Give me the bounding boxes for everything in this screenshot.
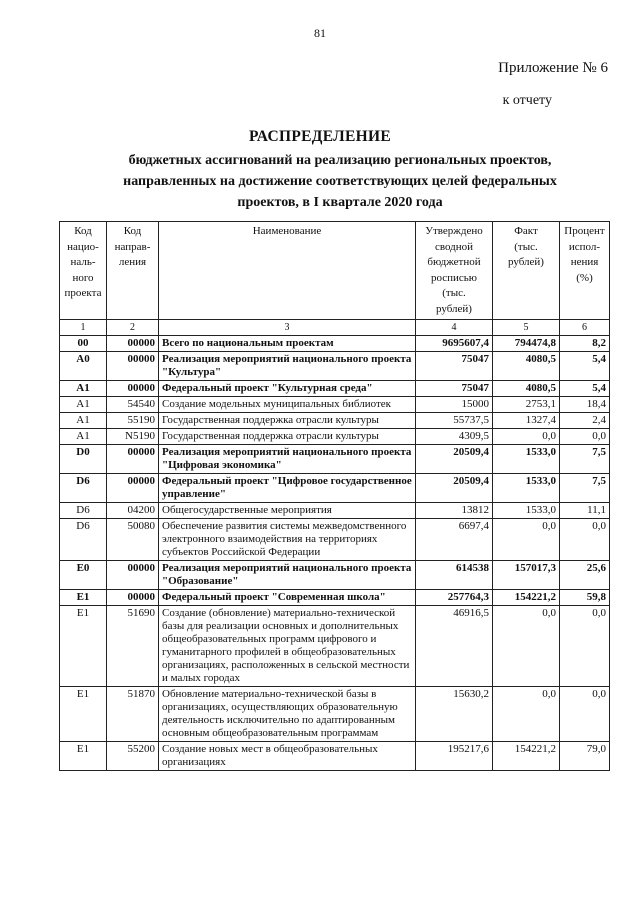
header-line: (%) [576, 271, 593, 284]
cell-fact: 1533,0 [493, 445, 560, 474]
cell-name: Реализация мероприятий национального проекта "Культура" [159, 352, 416, 381]
cell-name: Всего по национальным проектам [159, 336, 416, 352]
header-line: (тыс. [514, 240, 538, 253]
cell-approved: 75047 [416, 352, 493, 381]
cell-project-code: D6 [60, 503, 107, 519]
header-line: ления [118, 256, 147, 268]
cell-approved: 15000 [416, 397, 493, 413]
subtitle-line: проектов, в I квартале 2020 года [237, 195, 443, 210]
cell-name: Создание модельных муниципальных библиотек [159, 397, 416, 413]
header-line: росписью [430, 271, 478, 284]
header-direction-code [107, 222, 159, 320]
cell-name: Государственная поддержка отрасли культуры [159, 429, 416, 445]
cell-fact: 794474,8 [493, 336, 560, 352]
cell-approved: 614538 [416, 561, 493, 590]
cell-name: Создание (обновление) материально-технической базы для реализации основных и дополнительных общеобразовательных программ цифрового и гуманитарного профилей в общеобразовательных организациях, расположенных в сельской местности и малых городах [159, 606, 416, 687]
cell-name: Обеспечение развития системы межведомственного электронного взаимодействия на территориях субъектов Российской Федерации [159, 519, 416, 561]
page-number: 81 [314, 26, 326, 40]
header-line: направ- [114, 240, 151, 253]
cell-percent: 5,4 [560, 352, 610, 381]
cell-fact: 4080,5 [493, 352, 560, 381]
cell-name: Реализация мероприятий национального проекта "Цифровая экономика" [159, 445, 416, 474]
cell-name: Общегосударственные мероприятия [159, 503, 416, 519]
header-line: наль- [70, 256, 96, 268]
cell-name: Федеральный проект "Цифровое государственное управление" [159, 474, 416, 503]
cell-direction-code: 51870 [107, 687, 159, 742]
document-subtitle [100, 150, 580, 213]
table-body [60, 336, 610, 771]
column-number: 6 [560, 320, 610, 336]
header-line: ного [72, 271, 94, 284]
cell-approved: 13812 [416, 503, 493, 519]
table-header-row [60, 222, 610, 320]
cell-percent: 0,0 [560, 519, 610, 561]
cell-project-code: А1 [60, 413, 107, 429]
header-line: испол- [568, 240, 601, 253]
cell-direction-code: 54540 [107, 397, 159, 413]
column-number: 4 [416, 320, 493, 336]
cell-direction-code: 00000 [107, 445, 159, 474]
cell-approved: 20509,4 [416, 445, 493, 474]
table-row [60, 606, 610, 687]
cell-project-code: 00 [60, 336, 107, 352]
cell-approved: 75047 [416, 381, 493, 397]
appendix-label: Приложение № 6 [498, 60, 608, 76]
cell-project-code: Е1 [60, 590, 107, 606]
cell-direction-code: 51690 [107, 606, 159, 687]
cell-project-code: А1 [60, 397, 107, 413]
cell-direction-code: 50080 [107, 519, 159, 561]
cell-fact: 4080,5 [493, 381, 560, 397]
table-row [60, 474, 610, 503]
cell-name: Федеральный проект "Современная школа" [159, 590, 416, 606]
cell-direction-code: 00000 [107, 590, 159, 606]
header-national-project-code [60, 222, 107, 320]
cell-name: Федеральный проект "Культурная среда" [159, 381, 416, 397]
cell-name: Создание новых мест в общеобразовательных организациях [159, 742, 416, 771]
cell-direction-code: 00000 [107, 336, 159, 352]
table-row [60, 742, 610, 771]
cell-direction-code: 00000 [107, 474, 159, 503]
cell-percent: 11,1 [560, 503, 610, 519]
cell-approved: 46916,5 [416, 606, 493, 687]
header-name [159, 222, 416, 320]
cell-percent: 18,4 [560, 397, 610, 413]
header-line: бюджетной [427, 256, 481, 268]
cell-approved: 4309,5 [416, 429, 493, 445]
table-row [60, 687, 610, 742]
table-row [60, 381, 610, 397]
column-number-row [60, 320, 610, 336]
cell-fact: 157017,3 [493, 561, 560, 590]
cell-fact: 1533,0 [493, 474, 560, 503]
budget-allocation-table [59, 221, 610, 771]
table-row [60, 561, 610, 590]
header-line: сводной [434, 240, 474, 253]
cell-direction-code: N5190 [107, 429, 159, 445]
cell-fact: 0,0 [493, 687, 560, 742]
cell-percent: 5,4 [560, 381, 610, 397]
header-fact [493, 222, 560, 320]
cell-project-code: D6 [60, 474, 107, 503]
cell-fact: 1327,4 [493, 413, 560, 429]
header-line: Код [74, 225, 92, 237]
cell-project-code: А1 [60, 429, 107, 445]
cell-percent: 2,4 [560, 413, 610, 429]
cell-direction-code: 00000 [107, 561, 159, 590]
cell-percent: 7,5 [560, 474, 610, 503]
cell-fact: 2753,1 [493, 397, 560, 413]
cell-name: Обновление материально-технической базы в организациях, осуществляющих образовательную деятельность исключительно по адаптированным основным общеобразовательным программам [159, 687, 416, 742]
table-row [60, 503, 610, 519]
cell-fact: 0,0 [493, 519, 560, 561]
cell-approved: 195217,6 [416, 742, 493, 771]
cell-name: Реализация мероприятий национального проекта "Образование" [159, 561, 416, 590]
table-row [60, 352, 610, 381]
cell-direction-code: 55190 [107, 413, 159, 429]
cell-fact: 0,0 [493, 429, 560, 445]
cell-project-code: Е1 [60, 606, 107, 687]
header-line: Код [123, 225, 142, 237]
table-row [60, 445, 610, 474]
subtitle-line: бюджетных ассигнований на реализацию региональных проектов, [128, 153, 552, 168]
cell-approved: 20509,4 [416, 474, 493, 503]
column-number: 3 [159, 320, 416, 336]
cell-approved: 15630,2 [416, 687, 493, 742]
cell-direction-code: 55200 [107, 742, 159, 771]
to-report-label: к отчету [502, 93, 552, 108]
cell-direction-code: 04200 [107, 503, 159, 519]
cell-percent: 79,0 [560, 742, 610, 771]
header-line: Факт [514, 225, 538, 237]
table-row [60, 590, 610, 606]
cell-direction-code: 00000 [107, 381, 159, 397]
column-number: 5 [493, 320, 560, 336]
cell-name: Государственная поддержка отрасли культуры [159, 413, 416, 429]
column-number: 2 [107, 320, 159, 336]
cell-approved: 257764,3 [416, 590, 493, 606]
cell-project-code: Е1 [60, 742, 107, 771]
cell-fact: 154221,2 [493, 590, 560, 606]
cell-percent: 59,8 [560, 590, 610, 606]
header-line: рублей) [436, 302, 472, 315]
table-row [60, 397, 610, 413]
header-line: (тыс. [442, 287, 466, 299]
table-row [60, 336, 610, 352]
cell-direction-code: 00000 [107, 352, 159, 381]
header-line: нения [570, 256, 599, 268]
table-row [60, 413, 610, 429]
header-line: нацио- [67, 240, 99, 253]
subtitle-line: направленных на достижение соответствующих целей федеральных [123, 174, 557, 189]
cell-project-code: D0 [60, 445, 107, 474]
header-line: Утверждено [425, 225, 483, 237]
cell-fact: 1533,0 [493, 503, 560, 519]
cell-approved: 55737,5 [416, 413, 493, 429]
document-title: РАСПРЕДЕЛЕНИЕ [249, 128, 391, 145]
cell-approved: 6697,4 [416, 519, 493, 561]
cell-project-code: Е0 [60, 561, 107, 590]
header-line: рублей) [508, 256, 544, 268]
cell-project-code: А1 [60, 381, 107, 397]
cell-percent: 8,2 [560, 336, 610, 352]
cell-approved: 9695607,4 [416, 336, 493, 352]
cell-project-code: Е1 [60, 687, 107, 742]
header-percent [560, 222, 610, 320]
header-line: Процент [564, 225, 605, 237]
cell-fact: 154221,2 [493, 742, 560, 771]
header-approved [416, 222, 493, 320]
cell-percent: 7,5 [560, 445, 610, 474]
cell-percent: 0,0 [560, 687, 610, 742]
header-line: Наименование [252, 225, 322, 237]
cell-percent: 0,0 [560, 606, 610, 687]
cell-percent: 25,6 [560, 561, 610, 590]
cell-project-code: А0 [60, 352, 107, 381]
table-row [60, 429, 610, 445]
cell-fact: 0,0 [493, 606, 560, 687]
cell-project-code: D6 [60, 519, 107, 561]
cell-percent: 0,0 [560, 429, 610, 445]
column-number: 1 [60, 320, 107, 336]
table-row [60, 519, 610, 561]
header-line: проекта [64, 287, 102, 299]
